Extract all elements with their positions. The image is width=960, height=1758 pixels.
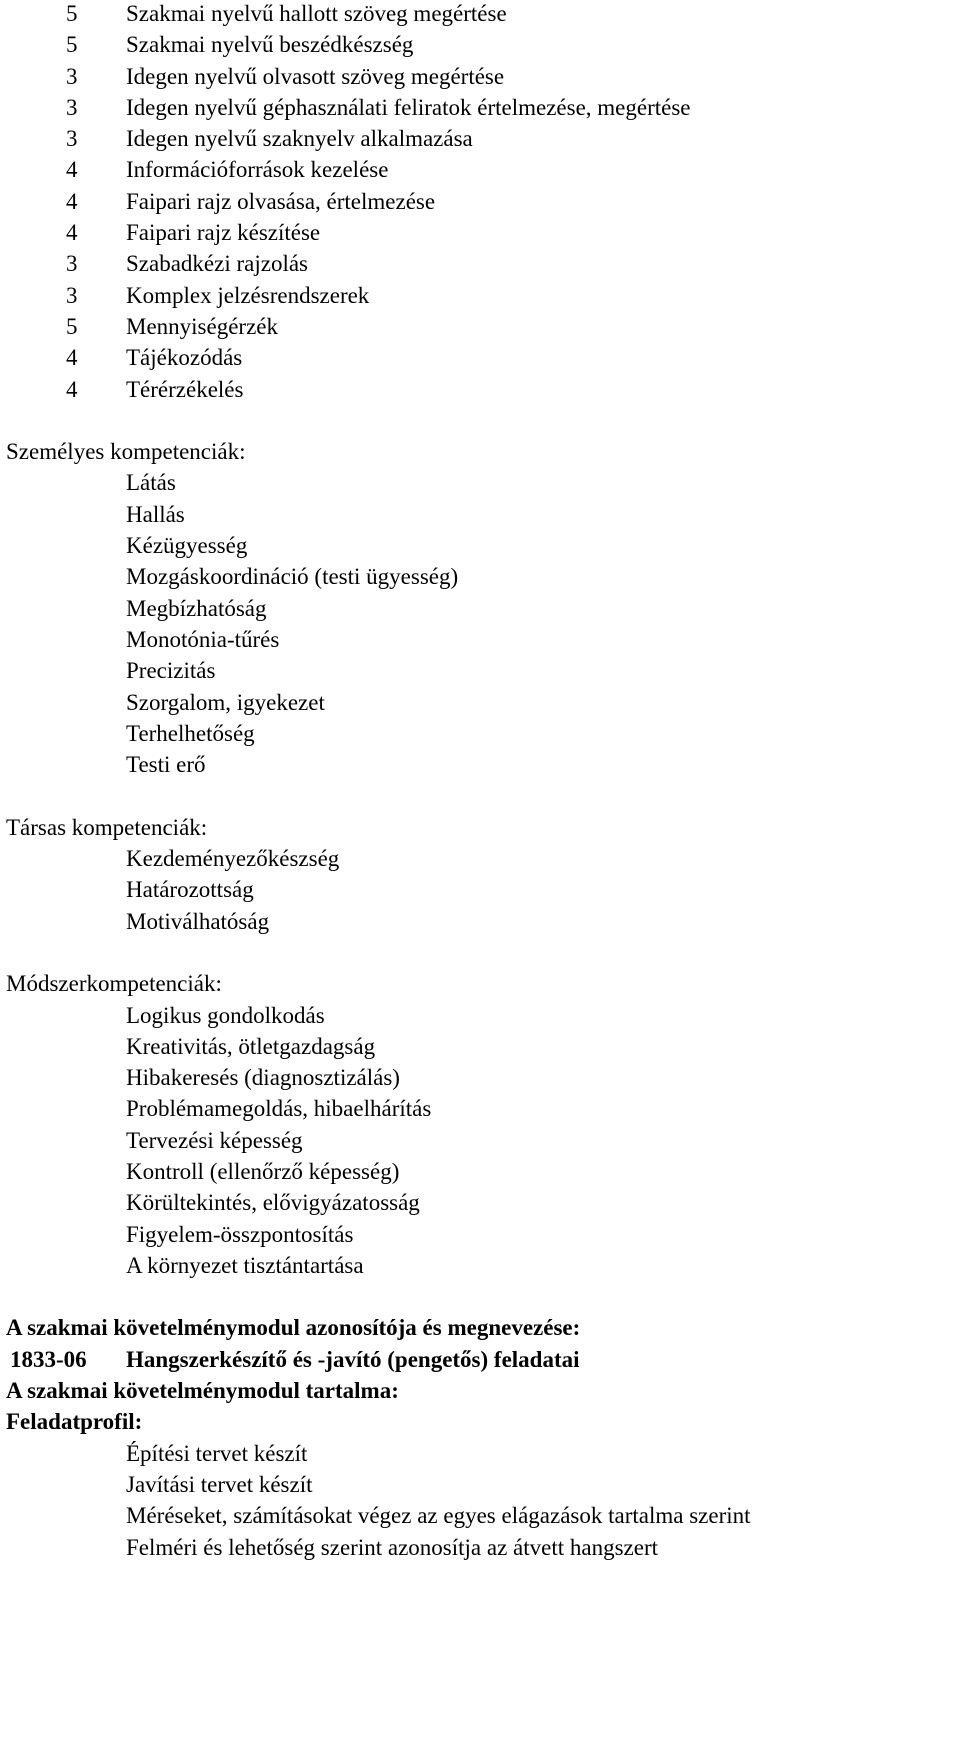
social-competencies-section bbox=[0, 812, 960, 937]
personal-competencies-section bbox=[0, 436, 960, 780]
skill-row bbox=[0, 311, 960, 342]
list-item: Mozgáskoordináció (testi ügyesség) bbox=[126, 564, 459, 590]
skill-label: Faipari rajz olvasása, értelmezése bbox=[126, 188, 436, 214]
skill-label: Szakmai nyelvű hallott szöveg megértése bbox=[126, 1, 507, 26]
skill-level: 3 bbox=[66, 63, 78, 89]
spacer bbox=[0, 405, 960, 436]
module-name: Hangszerkészítő és -javító (pengetős) feladatai bbox=[126, 1346, 580, 1372]
list-item: Logikus gondolkodás bbox=[126, 1002, 325, 1028]
skill-level: 5 bbox=[66, 32, 78, 58]
method-competencies-section bbox=[0, 968, 960, 1281]
skill-label: Idegen nyelvű géphasználati feliratok értelmezése, megértése bbox=[126, 94, 691, 120]
skill-level: 3 bbox=[66, 126, 78, 152]
skill-row bbox=[0, 29, 960, 60]
list-item: Monotónia-tűrés bbox=[126, 626, 280, 652]
list-item: Kezdeményezőkészség bbox=[126, 846, 340, 872]
skill-row bbox=[0, 0, 960, 29]
module-id-heading: A szakmai követelménymodul azonosítója és megnevezése: bbox=[6, 1315, 581, 1341]
skill-label: Információforrások kezelése bbox=[126, 157, 389, 183]
skill-level: 3 bbox=[66, 94, 78, 120]
skill-row bbox=[0, 217, 960, 248]
skill-row bbox=[0, 248, 960, 279]
skill-label: Mennyiségérzék bbox=[126, 313, 278, 339]
list-item: Látás bbox=[126, 470, 176, 496]
skill-label: Térérzékelés bbox=[126, 376, 244, 402]
skill-row bbox=[0, 186, 960, 217]
skill-level: 5 bbox=[66, 1, 78, 26]
skill-row bbox=[0, 123, 960, 154]
skill-level: 4 bbox=[66, 157, 78, 183]
skill-level: 3 bbox=[66, 251, 78, 277]
skill-level: 4 bbox=[66, 220, 78, 246]
skill-row bbox=[0, 154, 960, 185]
skill-row bbox=[0, 374, 960, 405]
list-item: Építési tervet készít bbox=[126, 1440, 308, 1466]
list-item: Hallás bbox=[126, 501, 185, 527]
skill-label: Komplex jelzésrendszerek bbox=[126, 282, 370, 308]
method-competencies-heading: Módszerkompetenciák: bbox=[6, 971, 222, 997]
list-item: Kreativitás, ötletgazdagság bbox=[126, 1033, 376, 1059]
skill-row bbox=[0, 280, 960, 311]
list-item: Felméri és lehetőség szerint azonosítja az átvett hangszert bbox=[126, 1534, 658, 1560]
list-item: Hibakeresés (diagnosztizálás) bbox=[126, 1065, 400, 1091]
skill-level: 4 bbox=[66, 345, 78, 371]
list-item: Testi erő bbox=[126, 752, 206, 778]
skill-label: Tájékozódás bbox=[126, 345, 243, 371]
skill-row bbox=[0, 342, 960, 373]
task-profile-heading: Feladatprofil: bbox=[6, 1409, 143, 1435]
list-item: Kontroll (ellenőrző képesség) bbox=[126, 1158, 400, 1184]
list-item: Problémamegoldás, hibaelhárítás bbox=[126, 1096, 432, 1122]
list-item: Precizitás bbox=[126, 658, 216, 684]
module-code: 1833-06 bbox=[10, 1346, 87, 1372]
list-item: Figyelem-összpontosítás bbox=[126, 1221, 354, 1247]
list-item: Tervezési képesség bbox=[126, 1127, 303, 1153]
social-competencies-heading: Társas kompetenciák: bbox=[6, 814, 208, 840]
skill-level: 4 bbox=[66, 376, 78, 402]
module-title bbox=[0, 1344, 960, 1375]
spacer bbox=[0, 1281, 960, 1312]
spacer bbox=[0, 780, 960, 811]
skill-label: Szabadkézi rajzolás bbox=[126, 251, 308, 277]
list-item: Méréseket, számításokat végez az egyes elágazások tartalma szerint bbox=[126, 1503, 751, 1529]
spacer bbox=[0, 937, 960, 968]
list-item: Terhelhetőség bbox=[126, 720, 255, 746]
module-content-heading: A szakmai követelménymodul tartalma: bbox=[6, 1378, 399, 1404]
list-item: Megbízhatóság bbox=[126, 595, 267, 621]
list-item: Javítási tervet készít bbox=[126, 1471, 313, 1497]
skill-level: 4 bbox=[66, 188, 78, 214]
list-item: Kézügyesség bbox=[126, 533, 248, 559]
skill-label: Szakmai nyelvű beszédkészség bbox=[126, 32, 414, 58]
list-item: Motiválhatóság bbox=[126, 908, 270, 934]
list-item: A környezet tisztántartása bbox=[126, 1252, 364, 1278]
list-item: Szorgalom, igyekezet bbox=[126, 689, 325, 715]
module-section bbox=[0, 1312, 960, 1562]
list-item: Körültekintés, elővigyázatosság bbox=[126, 1190, 420, 1216]
skill-level: 5 bbox=[66, 313, 78, 339]
skill-level: 3 bbox=[66, 282, 78, 308]
skill-label: Idegen nyelvű szaknyelv alkalmazása bbox=[126, 126, 473, 152]
skill-label: Faipari rajz készítése bbox=[126, 220, 321, 246]
personal-competencies-heading: Személyes kompetenciák: bbox=[6, 439, 246, 465]
skill-row bbox=[0, 92, 960, 123]
skill-level-list bbox=[0, 0, 960, 405]
skill-row bbox=[0, 61, 960, 92]
list-item: Határozottság bbox=[126, 877, 254, 903]
skill-label: Idegen nyelvű olvasott szöveg megértése bbox=[126, 63, 505, 89]
